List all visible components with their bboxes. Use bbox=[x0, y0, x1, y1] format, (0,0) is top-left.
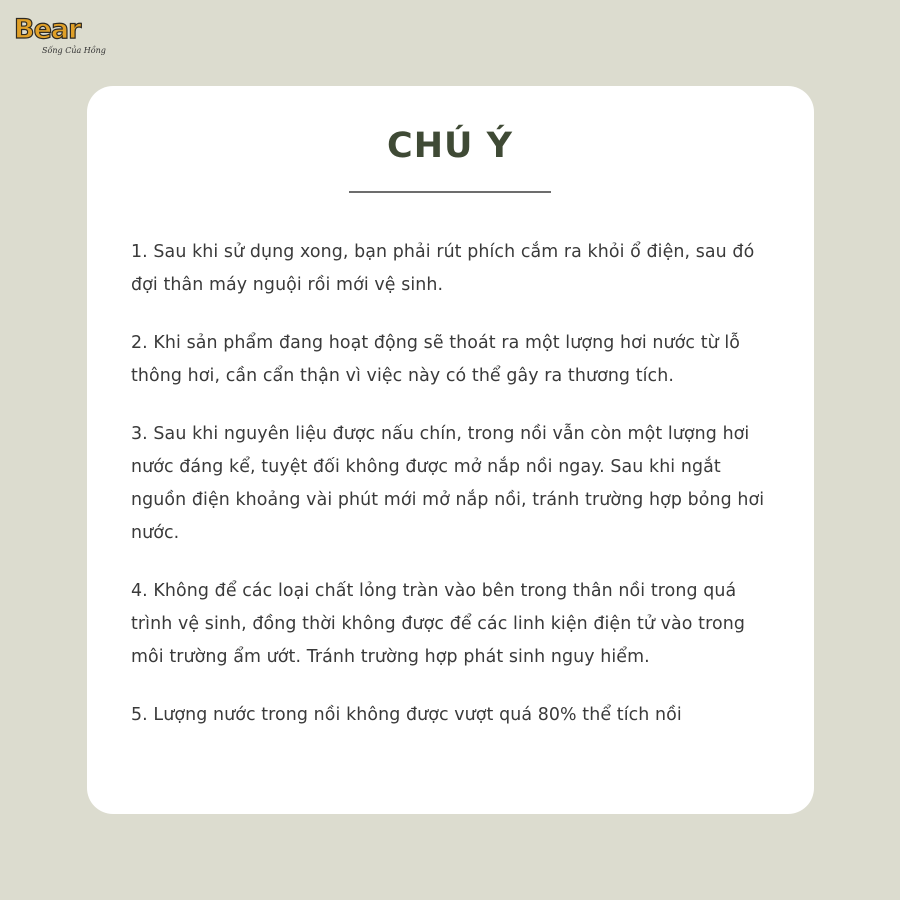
notes-list bbox=[131, 236, 781, 732]
note-item-3: 3. Sau khi nguyên liệu được nấu chín, trong nồi vẫn còn một lượng hơi nước đáng kể, tuyệt đối không được mở nắp nồi ngay. Sau khi ngắt nguồn điện khoảng vài phút mới mở nắp nồi, tránh trường hợp bỏng hơi nước. bbox=[131, 424, 765, 543]
note-item-4: 4. Không để các loại chất lỏng tràn vào bên trong thân nồi trong quá trình vệ sinh, đồng thời không được để các linh kiện điện tử vào trong môi trường ẩm ướt. Tránh trường hợp phát sinh nguy hiểm. bbox=[131, 581, 745, 667]
note-item-5: 5. Lượng nước trong nồi không được vượt quá 80% thể tích nồi bbox=[131, 705, 682, 725]
title-divider bbox=[349, 191, 551, 193]
brand-logo bbox=[14, 14, 110, 64]
page-title: CHÚ Ý bbox=[387, 126, 513, 166]
note-item-1: 1. Sau khi sử dụng xong, bạn phải rút phích cắm ra khỏi ổ điện, sau đó đợi thân máy nguội rồi mới vệ sinh. bbox=[131, 242, 755, 295]
logo-wordmark: Bear bbox=[14, 14, 81, 45]
logo-signature: Sống Của Hồng bbox=[42, 46, 106, 55]
note-item-2: 2. Khi sản phẩm đang hoạt động sẽ thoát ra một lượng hơi nước từ lỗ thông hơi, cần cẩn thận vì việc này có thể gây ra thương tích. bbox=[131, 333, 741, 386]
